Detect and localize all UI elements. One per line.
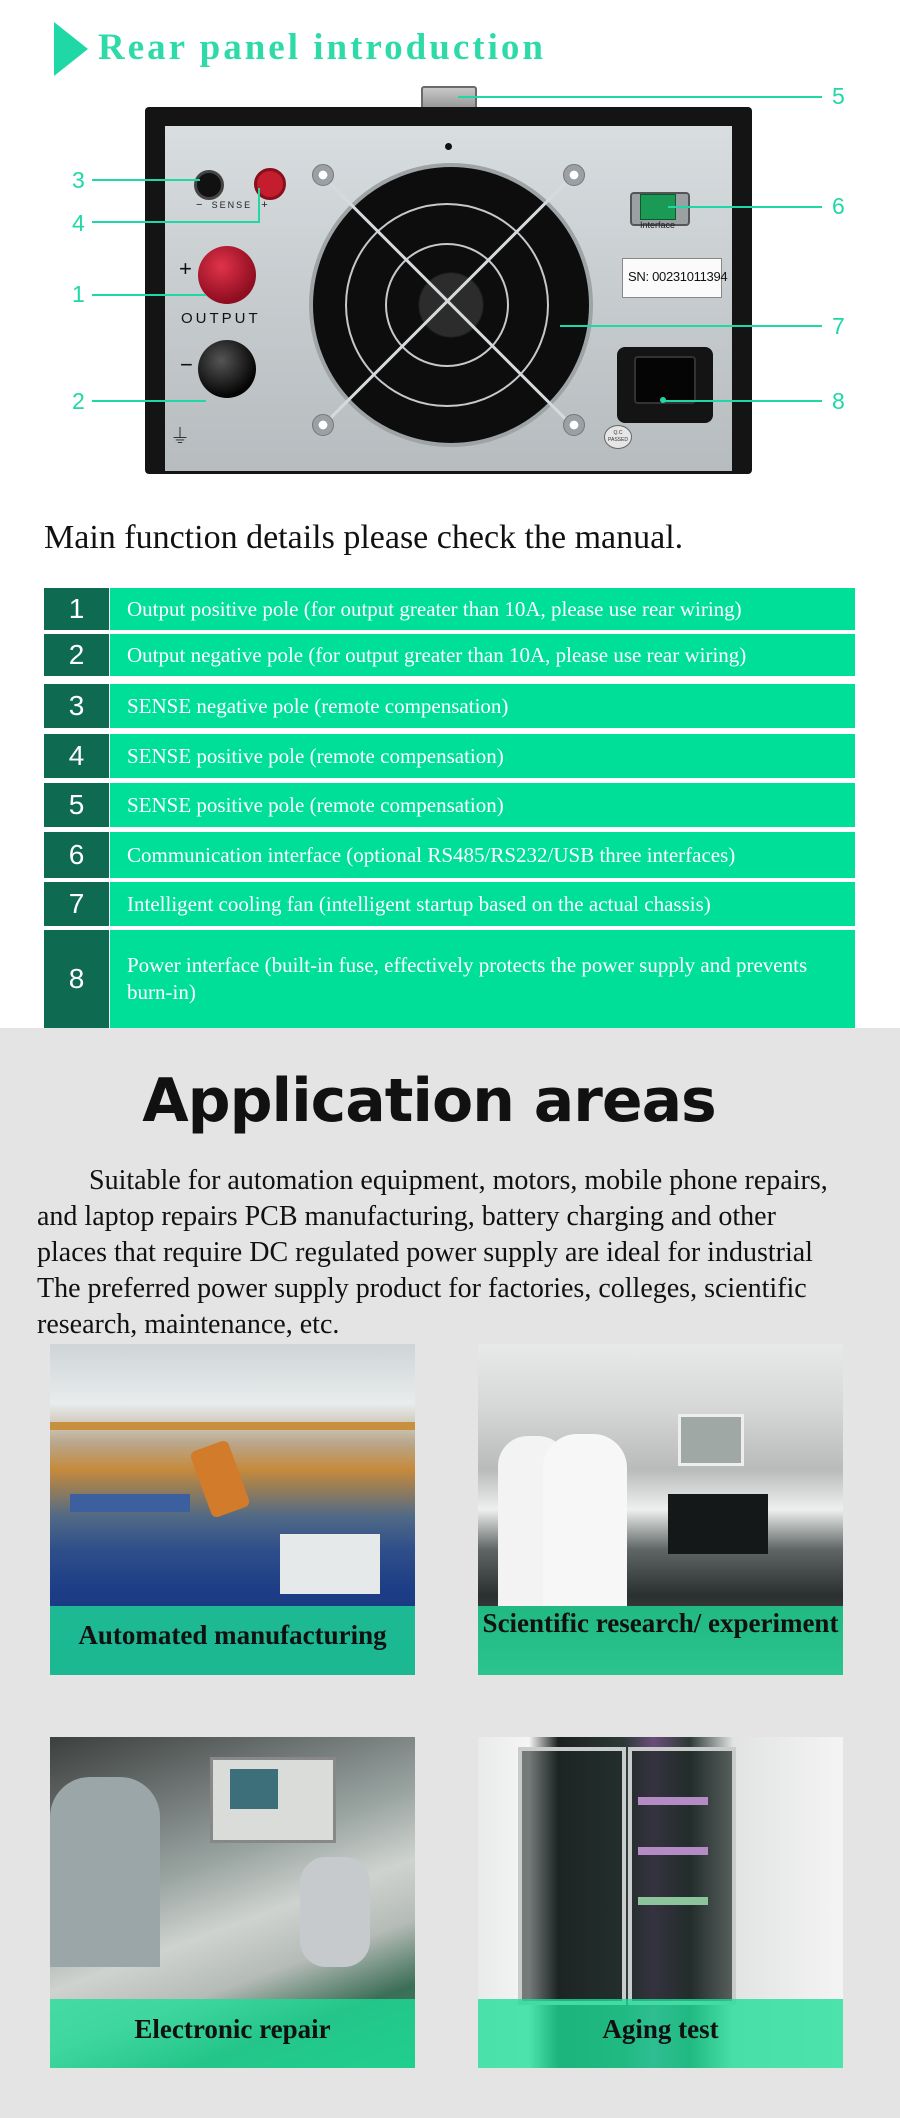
row-text: SENSE negative pole (remote compensation)	[110, 684, 855, 728]
qc-sticker	[604, 425, 632, 449]
callout-number: 2	[72, 388, 85, 414]
row-text: Communication interface (optional RS485/RS232/USB three interfaces)	[110, 832, 855, 878]
row-number: 6	[44, 832, 109, 878]
output-label: OUTPUT	[181, 310, 261, 327]
interface-label: Interface	[640, 220, 676, 230]
callout-line	[92, 221, 260, 223]
panel-hole	[445, 143, 452, 150]
function-row	[44, 832, 855, 878]
rafter	[50, 1422, 415, 1430]
conveyor-photo	[70, 1494, 190, 1512]
callout-line	[668, 206, 822, 208]
callout-number: 5	[832, 83, 845, 109]
technician-photo	[50, 1777, 160, 1967]
callout-line	[663, 400, 822, 402]
output-plus-sign: +	[179, 256, 192, 281]
tile-caption: Scientific research/ experiment	[478, 1606, 843, 1675]
fan-guard-ring	[385, 243, 509, 367]
output-negative-terminal	[198, 340, 256, 398]
board-photo	[638, 1797, 708, 1805]
row-number: 4	[44, 734, 109, 778]
description-line: research, maintenance, etc.	[37, 1309, 340, 1340]
tile-caption: Electronic repair	[50, 1999, 415, 2068]
window-photo	[678, 1414, 744, 1466]
screw-icon	[563, 164, 585, 186]
sense-label-row: − SENSE +	[196, 199, 268, 211]
callout-number: 6	[832, 193, 845, 219]
serial-number: SN: 00231011394	[628, 269, 728, 284]
description-line: Suitable for automation equipment, motors, mobile phone repairs,	[89, 1165, 828, 1196]
application-tile-electronic-repair	[50, 1737, 415, 2068]
board-photo	[638, 1897, 708, 1905]
function-row	[44, 930, 855, 1028]
output-minus-sign: −	[180, 352, 193, 377]
callout-number: 8	[832, 388, 845, 414]
machine-photo	[280, 1534, 380, 1594]
screw-icon	[312, 164, 334, 186]
screw-icon	[563, 414, 585, 436]
robot-toy-photo	[300, 1857, 370, 1967]
function-row	[44, 684, 855, 728]
row-number: 1	[44, 588, 109, 630]
description-line: places that require DC regulated power supply are ideal for industrial	[37, 1237, 813, 1268]
callout-line	[458, 96, 822, 98]
board-photo	[638, 1847, 708, 1855]
row-text: Intelligent cooling fan (intelligent startup based on the actual chassis)	[110, 882, 855, 926]
application-tile-aging-test	[478, 1737, 843, 2068]
function-row	[44, 634, 855, 676]
qc-label: Q.C PASSED	[608, 430, 628, 443]
row-number: 7	[44, 882, 109, 926]
row-text: Output negative pole (for output greater than 10A, please use rear wiring)	[110, 634, 855, 676]
aging-cabinet-photo	[628, 1747, 736, 2005]
function-row	[44, 734, 855, 778]
tile-caption: Automated manufacturing	[50, 1606, 415, 1675]
application-tile-automated-manufacturing	[50, 1344, 415, 1675]
row-number: 2	[44, 634, 109, 676]
row-text: Power interface (built-in fuse, effectively protects the power supply and prevents burn-in)	[110, 930, 855, 1028]
sense-negative-terminal	[194, 170, 224, 200]
robot-arm-photo	[189, 1439, 251, 1518]
scientist-photo	[543, 1434, 627, 1606]
main-function-heading: Main function details please check the manual.	[44, 519, 684, 556]
ground-icon: ⏚	[170, 424, 190, 448]
callout-dot	[660, 397, 666, 403]
application-areas-title: Application areas	[142, 1066, 716, 1136]
callout-line	[92, 400, 206, 402]
application-tile-scientific-research	[478, 1344, 843, 1675]
row-number: 5	[44, 783, 109, 827]
function-row	[44, 783, 855, 827]
oscilloscope-screen	[230, 1769, 278, 1809]
description-line: The preferred power supply product for factories, colleges, scientific	[37, 1273, 807, 1304]
row-text: Output positive pole (for output greater than 10A, please use rear wiring)	[110, 588, 855, 630]
callout-line	[92, 179, 200, 181]
description-line: and laptop repairs PCB manufacturing, battery charging and other	[37, 1201, 776, 1232]
application-description	[37, 1163, 887, 1343]
callout-number: 1	[72, 281, 85, 307]
callout-number: 7	[832, 313, 845, 339]
header-arrow-icon	[54, 22, 88, 76]
section-title-rear-panel: Rear panel introduction	[98, 27, 546, 68]
callout-line	[92, 294, 206, 296]
row-number: 3	[44, 684, 109, 728]
callout-number: 4	[72, 210, 85, 236]
screw-icon	[312, 414, 334, 436]
function-row	[44, 588, 855, 630]
function-row	[44, 882, 855, 926]
output-positive-terminal	[198, 246, 256, 304]
row-text: SENSE positive pole (remote compensation)	[110, 734, 855, 778]
row-text: SENSE positive pole (remote compensation)	[110, 783, 855, 827]
callout-line	[560, 325, 822, 327]
equipment-photo	[668, 1494, 768, 1554]
callout-line	[258, 188, 260, 222]
callout-number: 3	[72, 167, 85, 193]
row-number: 8	[44, 930, 109, 1028]
aging-cabinet-photo	[518, 1747, 626, 2005]
tile-caption: Aging test	[478, 1999, 843, 2068]
